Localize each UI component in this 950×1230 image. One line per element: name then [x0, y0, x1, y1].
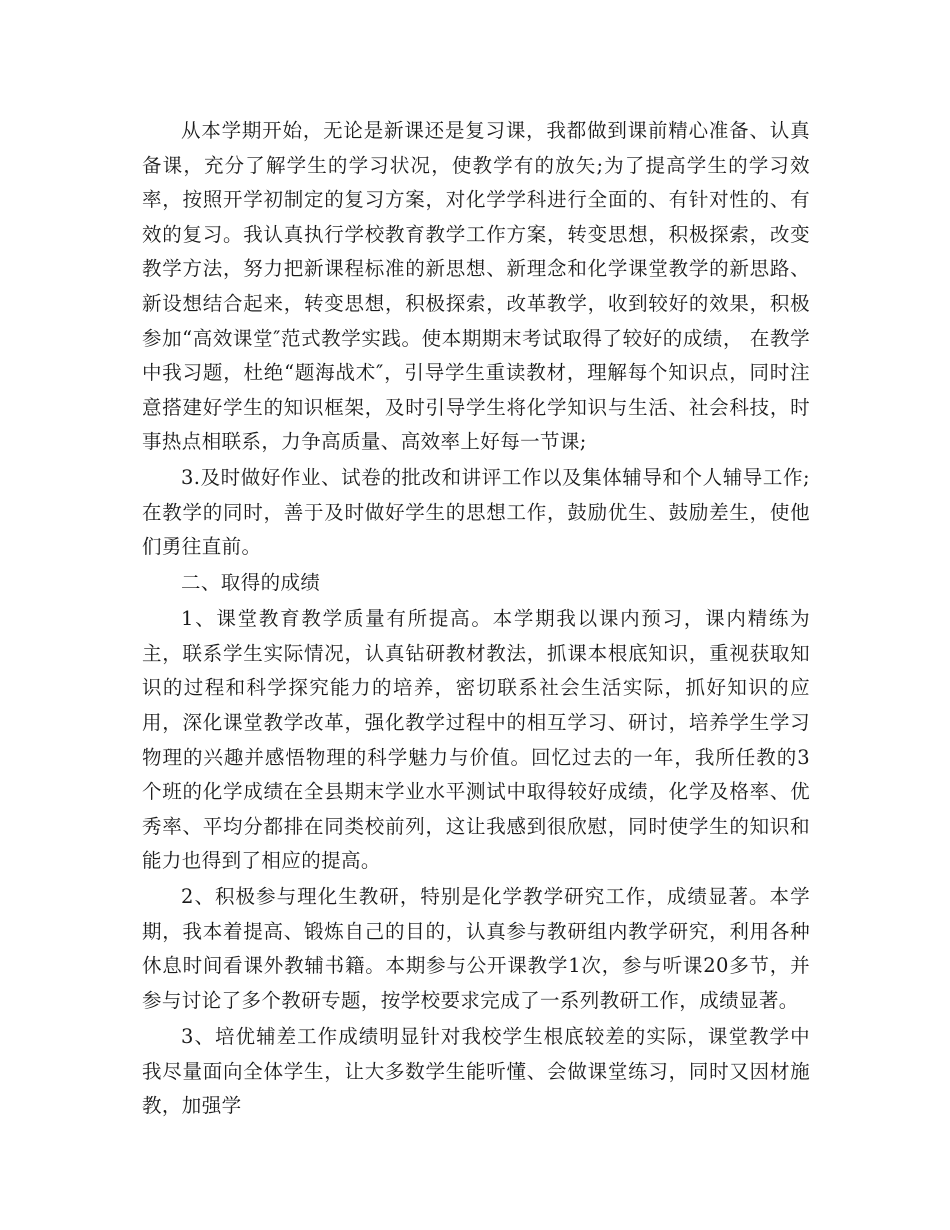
paragraph-teaching-preparation: 从本学期开始，无论是新课还是复习课，我都做到课前精心准备、认真备课，充分了解学生的学习状况，使教学有的放矢;为了提高学生的学习效率，按照开学初制定的复习方案，对化学学科进行全面的、有针对性的、有效的复习。我认真执行学校教育教学工作方案，转变思想，积极探索，改变教学方法，努力把新课程标准的新思想、新理念和化学课堂教学的新思路、新设想结合起来，转变思想，积极探索，改革教学，收到较好的效果，积极参加“高效课堂″范式教学实践。使本期期末考试取得了较好的成绩， 在教学中我习题，杜绝“题海战术″，引导学生重读教材，理解每个知识点，同时注意搭建好学生的知识框架，及时引导学生将化学知识与生活、社会科技，时事热点相联系，力争高质量、高效率上好每一节课;: [142, 119, 810, 454]
paragraph-homework-correction: 3.及时做好作业、试卷的批改和讲评工作以及集体辅导和个人辅导工作;在教学的同时，善于及时做好学生的思想工作，鼓励优生、鼓励差生，使他们勇往直前。: [142, 466, 810, 559]
paragraph-teaching-research: 2、积极参与理化生教研，特别是化学教学研究工作，成绩显著。本学期，我本着提高、锻炼自己的目的，认真参与教研组内教学研究，利用各种休息时间看课外教辅书籍。本期参与公开课教学1次，参与听课20多节，并参与讨论了多个教研专题，按学校要求完成了一系列教研工作，成绩显著。: [142, 885, 810, 1013]
section-heading-achievements: 二、取得的成绩: [181, 571, 321, 595]
paragraph-teaching-quality: 1、课堂教育教学质量有所提高。本学期我以课内预习，课内精练为主，联系学生实际情况，认真钻研教材教法，抓课本根底知识，重视获取知识的过程和科学探究能力的培养，密切联系社会生活实际，抓好知识的应用，深化课堂教学改革，强化教学过程中的相互学习、研讨，培养学生学习物理的兴趣并感悟物理的科学魅力与价值。回忆过去的一年，我所任教的3个班的化学成绩在全县期末学业水平测试中取得较好成绩，化学及格率、优秀率、平均分都排在同类校前列，这让我感到很欣慰，同时使学生的知识和能力也得到了相应的提高。: [142, 607, 810, 873]
paragraph-tutoring: 3、培优辅差工作成绩明显针对我校学生根底较差的实际，课堂教学中我尽量面向全体学生，让大多数学生能听懂、会做课堂练习，同时又因材施教，加强学: [142, 1024, 810, 1118]
document-body: [142, 114, 810, 1124]
